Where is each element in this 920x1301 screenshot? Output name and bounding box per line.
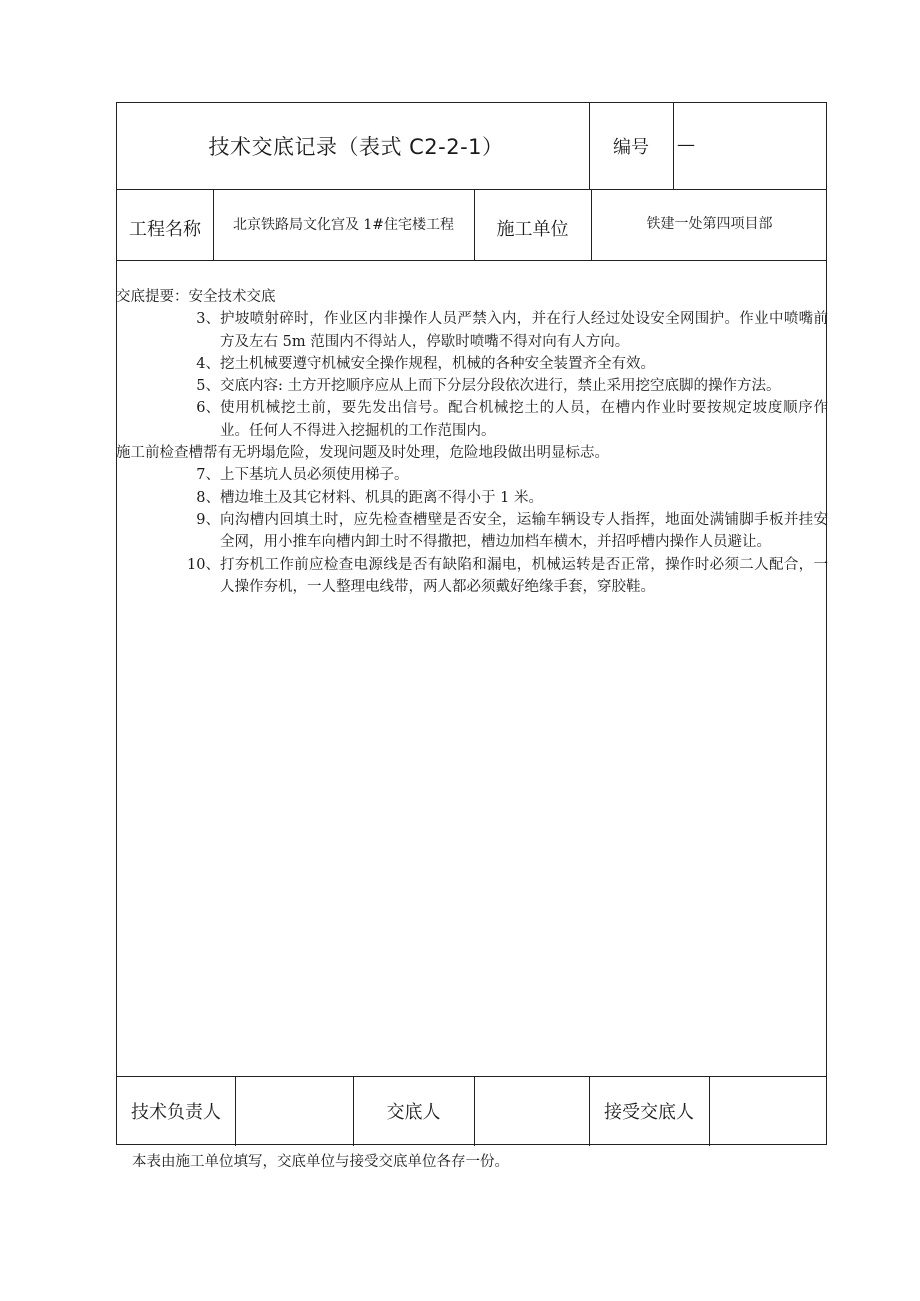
item-number: 10、	[187, 556, 220, 573]
form-title: 技术交底记录（表式 C2-2-1）	[208, 135, 504, 159]
receiver-signature[interactable]	[709, 1076, 828, 1146]
list-item	[116, 397, 828, 442]
disclosure-form	[116, 102, 827, 1145]
item-text: 护坡喷射碎时，作业区内非操作人员严禁入内，并在行人经过处设安全网围护。作业中喷嘴前方及左右 5m 范围内不得站人，停歇时喷嘴不得对向有人方向。	[220, 311, 828, 350]
item-number: 4、	[196, 355, 220, 372]
item-number: 8、	[196, 489, 220, 506]
item-text: 上下基坑人员必须使用梯子。	[220, 467, 409, 484]
list-item	[116, 554, 828, 599]
summary-line	[116, 286, 828, 308]
list-item	[116, 308, 828, 353]
item-number: 9、	[196, 511, 220, 528]
construction-unit-value[interactable]: 铁建一处第四项目部	[646, 215, 773, 232]
form-footnote: 本表由施工单位填写，交底单位与接受交底单位各存一份。	[132, 1154, 509, 1170]
construction-unit-label: 施工单位	[496, 218, 569, 240]
project-name-label: 工程名称	[129, 218, 201, 240]
row-divider	[117, 260, 826, 261]
summary-value: 安全技术交底	[188, 289, 276, 305]
number-value[interactable]: —	[677, 133, 695, 155]
receiver-label: 接受交底人	[604, 1102, 694, 1123]
item-text: 向沟槽内回填土时，应先检查槽壁是否安全，运输车辆设专人指挥，地面处满铺脚手板并挂安全网，用小推车向槽内卸土时不得撒把，槽边加档车横木，并招呼槽内操作人员避让。	[220, 511, 828, 551]
discloser-label: 交底人	[386, 1102, 441, 1123]
item-text: 挖土机械要遵守机械安全操作规程，机械的各种安全装置齐全有效。	[220, 355, 655, 372]
item-text: 槽边堆土及其它材料、机具的距离不得小于 1 米。	[220, 489, 543, 506]
list-item	[116, 509, 828, 554]
summary-label: 交底提要：	[116, 289, 189, 305]
list-item	[116, 464, 828, 486]
item-text: 使用机械挖土前，要先发出信号。配合机械挖土的人员，在槽内作业时要按规定坡度顺序作业。任何人不得进入挖掘机的工作范围内。	[220, 400, 828, 439]
disclosure-content	[116, 286, 828, 598]
tech-lead-signature[interactable]	[235, 1076, 353, 1146]
item-text: 交底内容: 土方开挖顺序应从上而下分层分段依次进行，禁止采用挖空底脚的操作方法。	[220, 378, 781, 395]
item-number: 5、	[196, 378, 220, 395]
discloser-signature[interactable]	[474, 1076, 589, 1146]
item-number: 7、	[196, 467, 220, 484]
tech-lead-label: 技术负责人	[131, 1102, 221, 1123]
inline-note: 施工前检查槽帮有无坍塌危险，发现问题及时处理，危险地段做出明显标志。	[116, 445, 609, 462]
item-text: 打夯机工作前应检查电源线是否有缺陷和漏电，机械运转是否正常，操作时必须二人配合，一人操作夯机，一人整理电线带，两人都必须戴好绝缘手套，穿胶鞋。	[220, 556, 828, 595]
list-item	[116, 487, 828, 509]
list-item	[116, 375, 828, 397]
list-item	[116, 353, 828, 375]
item-number: 3、	[196, 311, 220, 328]
number-label: 编号	[613, 137, 649, 158]
project-name-value[interactable]: 北京铁路局文化宫及 1#住宅楼工程	[232, 216, 455, 233]
item-number: 6、	[196, 400, 220, 417]
